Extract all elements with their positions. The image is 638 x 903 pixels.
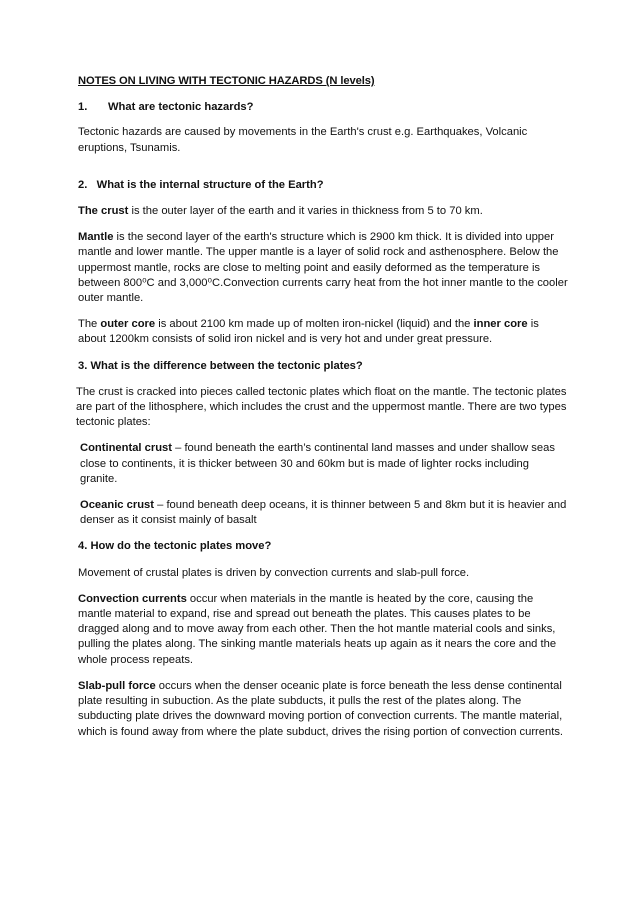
question-4-answer: Movement of crustal plates is driven by convection currents and slab-pull force. (78, 566, 470, 579)
continental-crust-paragraph (80, 441, 568, 487)
convection-currents-term: Convection currents (78, 592, 187, 605)
question-1-number: 1. (78, 101, 88, 114)
question-4-heading: 4. How do the tectonic plates move? (78, 540, 272, 553)
continental-crust-text: – found beneath the earth’s continental land masses and under shallow seas close to continents, it is thicker between 30 and 60km but is made of lighter rocks including granite. (80, 442, 555, 485)
question-3-heading: 3. What is the difference between the tectonic plates? (78, 359, 363, 372)
mantle-paragraph (78, 230, 568, 306)
outer-core-term: outer core (100, 318, 156, 331)
document-title: NOTES ON LIVING WITH TECTONIC HAZARDS (N levels) (78, 75, 375, 87)
slab-pull-term: Slab-pull force (78, 679, 156, 692)
crust-term: The crust (78, 205, 129, 218)
inner-core-term: inner core (473, 318, 528, 331)
mantle-text: is the second layer of the earth's structure which is 2900 km thick. It is divided into upper mantle and lower mantle. The upper mantle is a layer of solid rock and asthenosphere. Below the uppermost mantle, rocks are close to melting point and easily deformed as the temperature is between 800⁰C and 3,000⁰C.Convection currents carry heat from the hot inner mantle to the cooler outer mantle. (78, 231, 568, 305)
slab-pull-paragraph (78, 679, 568, 740)
question-3-answer: The crust is cracked into pieces called tectonic plates which float on the mantle. The tectonic plates are part of the lithosphere, which includes the crust and the uppermost mantle. There are two types tectonic plates: (76, 385, 567, 429)
core-mid: is about 2100 km made up of molten iron-nickel (liquid) and the (155, 318, 474, 331)
crust-paragraph (78, 204, 568, 219)
question-1-answer: Tectonic hazards are caused by movements in the Earth's crust e.g. Earthquakes, Volcanic eruptions, Tsunamis. (78, 126, 528, 154)
core-paragraph (78, 317, 568, 347)
continental-crust-term: Continental crust (80, 442, 172, 455)
oceanic-crust-term: Oceanic crust (80, 499, 154, 512)
core-pre: The (78, 318, 101, 331)
question-1-text: What are tectonic hazards? (108, 101, 254, 114)
oceanic-crust-paragraph (80, 498, 568, 528)
question-1-heading (78, 100, 568, 115)
document-body (78, 74, 568, 751)
crust-text: is the outer layer of the earth and it varies in thickness from 5 to 70 km. (128, 205, 483, 218)
convection-currents-paragraph (78, 592, 568, 668)
core-post: is about 1200km consists of solid iron nickel and is very hot and under great pressure. (78, 318, 539, 346)
oceanic-crust-text: – found beneath deep oceans, it is thinner between 5 and 8km but it is heavier and denser as it consist mainly of basalt (80, 499, 567, 527)
mantle-term: Mantle (78, 231, 114, 244)
convection-currents-text: occur when materials in the mantle is heated by the core, causing the mantle material to expand, rise and spread out beneath the plates. This causes plates to be dragged along and to move away from each other. Then the hot mantle material cools and sinks, pulling the plates along. The sinking mantle materials heats up again as it nears the core and the whole process repeats. (78, 592, 557, 666)
slab-pull-text: occurs when the denser oceanic plate is force beneath the less dense continental plate resulting in subuction. As the plate subducts, it pulls the rest of the plates along. The subducting plate drives the downward moving portion of convection currents. The mantle material, which is found away from where the plate subduct, drives the rising portion of convection currents. (78, 679, 564, 738)
question-2-heading: 2. What is the internal structure of the Earth? (78, 178, 324, 191)
